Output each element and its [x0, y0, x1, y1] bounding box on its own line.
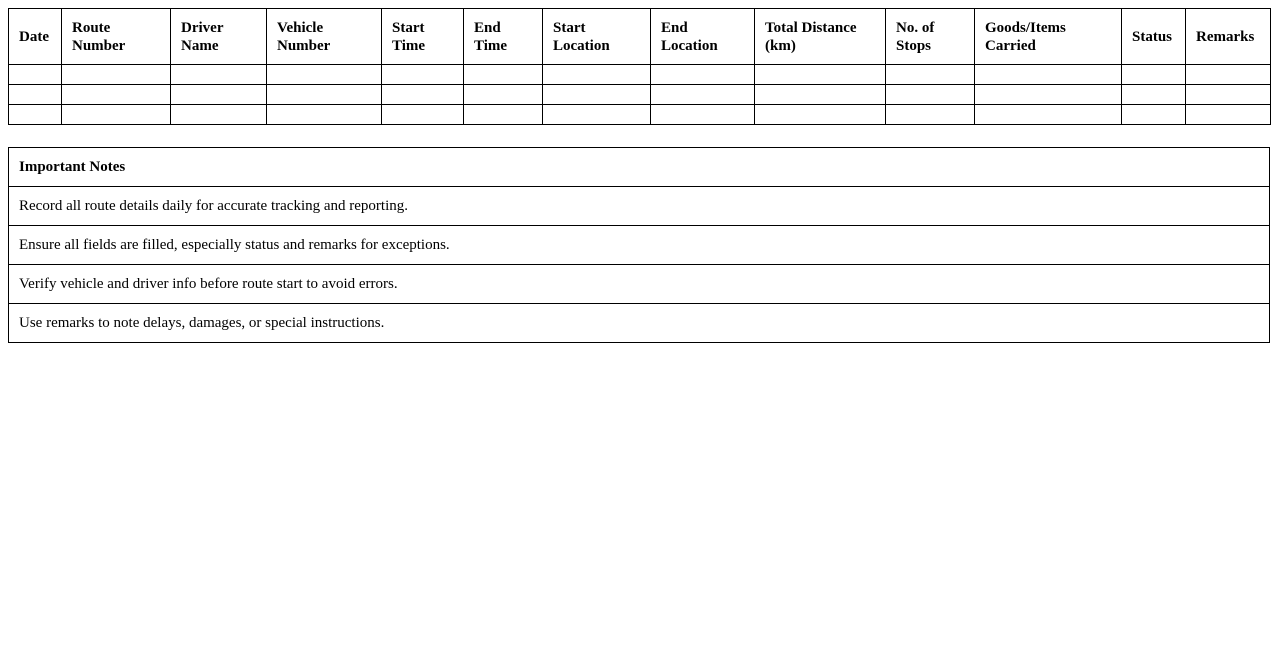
column-header-remarks: Remarks — [1186, 9, 1271, 65]
note-item: Use remarks to note delays, damages, or special instructions. — [9, 304, 1270, 343]
table-cell — [755, 105, 886, 125]
column-header-goods-items: Goods/Items Carried — [975, 9, 1122, 65]
column-header-end-location: End Location — [651, 9, 755, 65]
table-cell — [464, 65, 543, 85]
table-cell — [651, 65, 755, 85]
table-cell — [975, 65, 1122, 85]
table-cell — [267, 85, 382, 105]
column-header-start-time: Start Time — [382, 9, 464, 65]
note-row — [9, 265, 1270, 304]
table-cell — [543, 105, 651, 125]
note-row — [9, 226, 1270, 265]
column-header-date: Date — [9, 9, 62, 65]
route-log-table — [8, 8, 1271, 125]
table-cell — [171, 105, 267, 125]
table-cell — [464, 85, 543, 105]
column-header-vehicle-number: Vehicle Number — [267, 9, 382, 65]
important-notes-table — [8, 147, 1270, 343]
table-cell — [382, 105, 464, 125]
table-cell — [62, 65, 171, 85]
table-cell — [1186, 105, 1271, 125]
table-cell — [9, 65, 62, 85]
table-cell — [651, 105, 755, 125]
table-cell — [62, 105, 171, 125]
table-cell — [1122, 65, 1186, 85]
table-row — [9, 65, 1271, 85]
column-header-total-distance: Total Distance (km) — [755, 9, 886, 65]
column-header-status: Status — [1122, 9, 1186, 65]
note-row — [9, 304, 1270, 343]
table-cell — [543, 65, 651, 85]
table-cell — [171, 85, 267, 105]
table-cell — [382, 65, 464, 85]
table-cell — [755, 65, 886, 85]
table-cell — [755, 85, 886, 105]
table-cell — [543, 85, 651, 105]
table-cell — [975, 85, 1122, 105]
table-cell — [9, 105, 62, 125]
column-header-start-location: Start Location — [543, 9, 651, 65]
table-cell — [886, 65, 975, 85]
table-row — [9, 105, 1271, 125]
table-cell — [1186, 65, 1271, 85]
column-header-end-time: End Time — [464, 9, 543, 65]
table-cell — [62, 85, 171, 105]
table-cell — [171, 65, 267, 85]
table-cell — [267, 105, 382, 125]
column-header-route-number: Route Number — [62, 9, 171, 65]
table-cell — [886, 105, 975, 125]
column-header-no-of-stops: No. of Stops — [886, 9, 975, 65]
table-cell — [975, 105, 1122, 125]
notes-title: Important Notes — [9, 148, 1270, 187]
table-cell — [1122, 85, 1186, 105]
note-item: Record all route details daily for accurate tracking and reporting. — [9, 187, 1270, 226]
table-cell — [886, 85, 975, 105]
table-cell — [651, 85, 755, 105]
table-row — [9, 85, 1271, 105]
note-item: Ensure all fields are filled, especially status and remarks for exceptions. — [9, 226, 1270, 265]
table-cell — [464, 105, 543, 125]
notes-title-row — [9, 148, 1270, 187]
table-cell — [9, 85, 62, 105]
table-cell — [1186, 85, 1271, 105]
table-cell — [382, 85, 464, 105]
route-log-header-row — [9, 9, 1271, 65]
table-cell — [267, 65, 382, 85]
note-item: Verify vehicle and driver info before route start to avoid errors. — [9, 265, 1270, 304]
note-row — [9, 187, 1270, 226]
table-cell — [1122, 105, 1186, 125]
column-header-driver-name: Driver Name — [171, 9, 267, 65]
